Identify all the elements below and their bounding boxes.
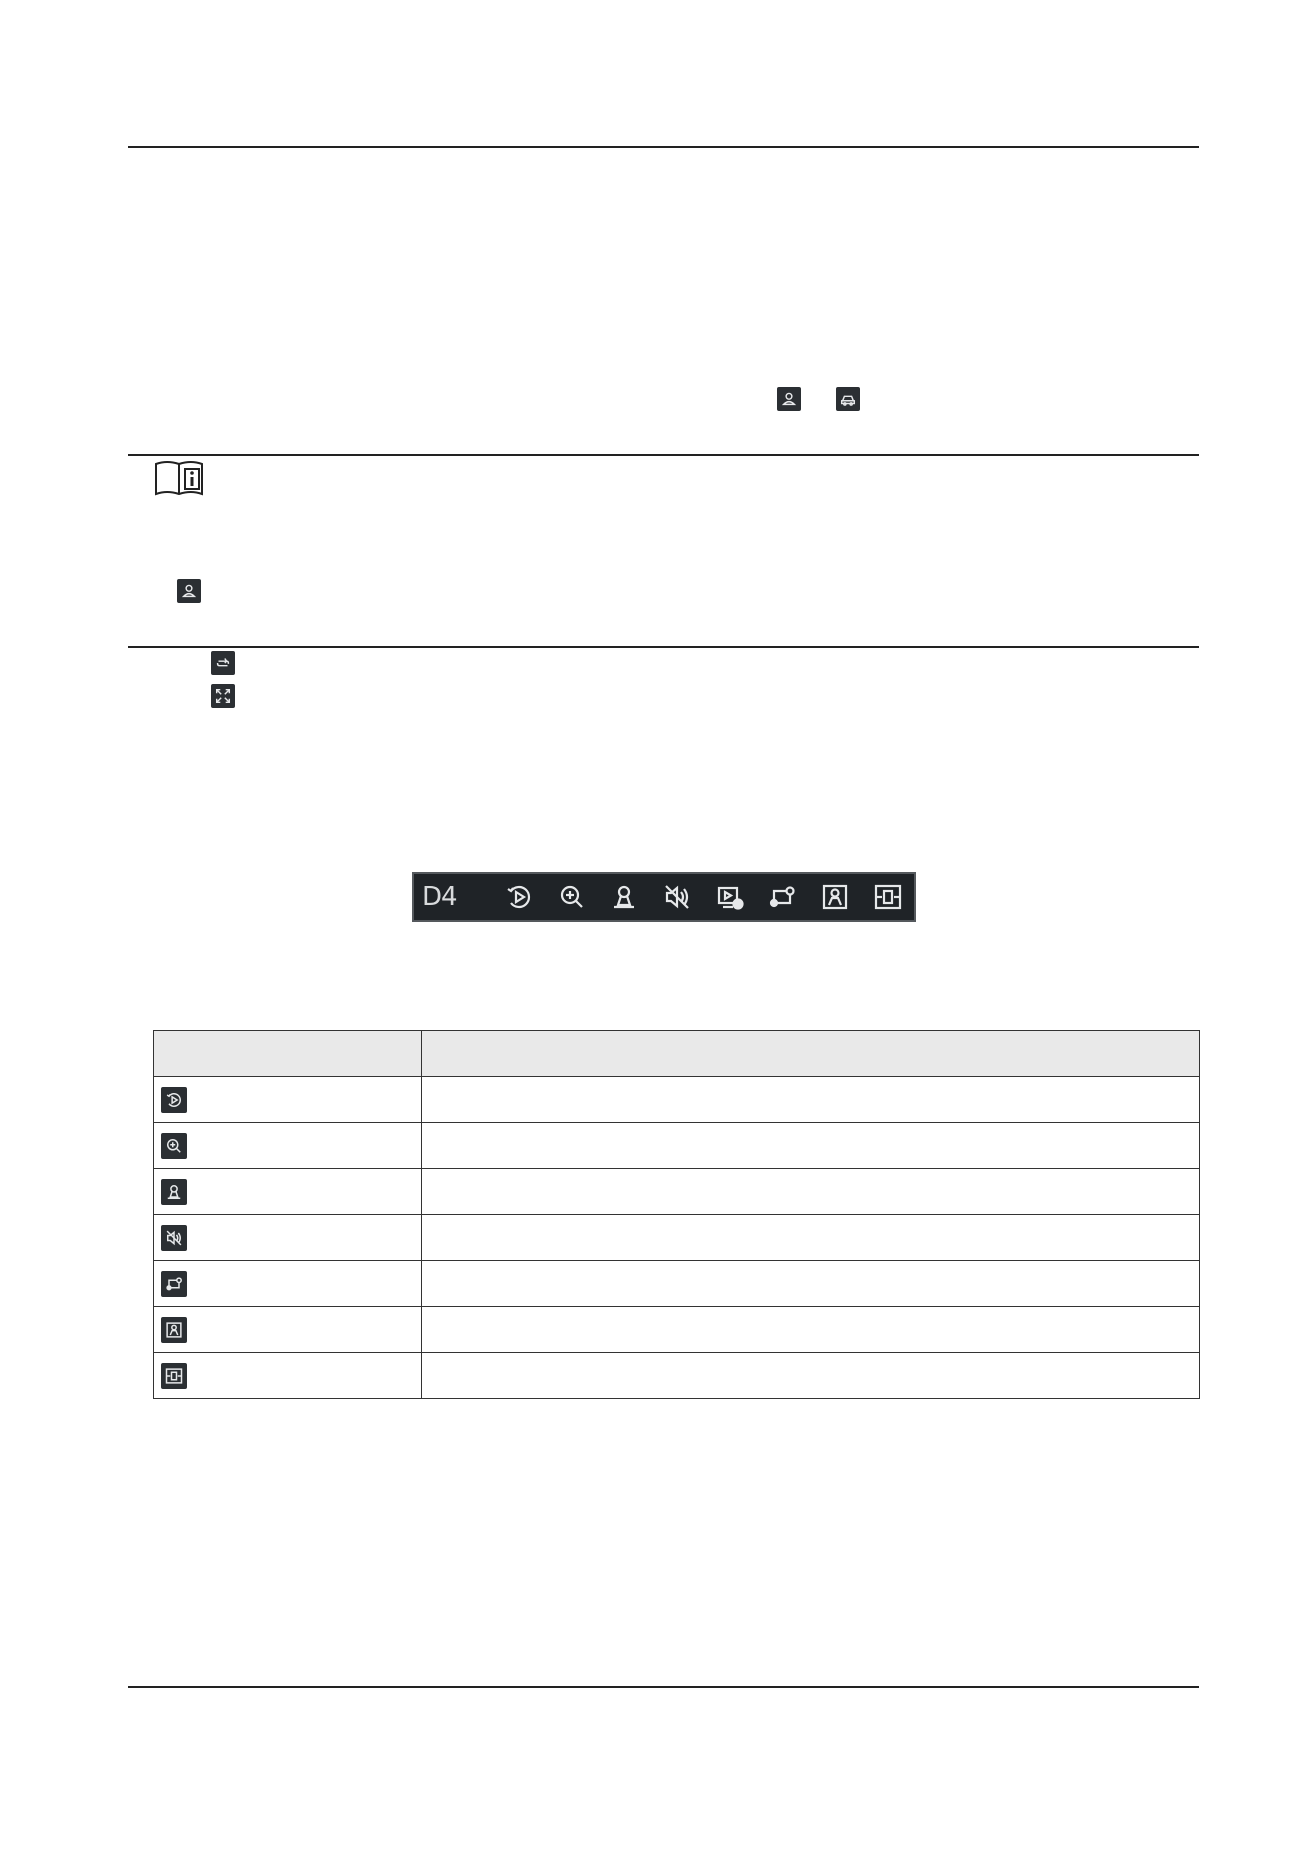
person-target-icon xyxy=(177,579,201,603)
table-row xyxy=(154,1077,1200,1123)
digital-zoom-icon xyxy=(161,1133,187,1159)
table-cell-description xyxy=(422,1077,1200,1123)
header-rule xyxy=(128,146,1199,148)
vehicle-target-icon xyxy=(836,387,860,411)
manual-record-icon xyxy=(714,881,746,913)
footer-rule xyxy=(128,1686,1199,1688)
table-header-description xyxy=(422,1031,1200,1077)
person-target-icon xyxy=(819,881,851,913)
note-book-icon xyxy=(153,460,205,498)
table-cell-description xyxy=(422,1169,1200,1215)
ptz-control-button[interactable] xyxy=(598,874,651,920)
fullscreen-icon xyxy=(211,684,235,708)
table-row xyxy=(154,1215,1200,1261)
table-cell-description xyxy=(422,1261,1200,1307)
switch-stream-icon xyxy=(766,881,798,913)
instant-playback-button[interactable] xyxy=(493,874,546,920)
digital-zoom-button[interactable] xyxy=(545,874,598,920)
audio-muted-icon xyxy=(161,1225,187,1251)
table-row xyxy=(154,1307,1200,1353)
note-bottom-rule xyxy=(128,646,1199,648)
manual-record-button[interactable] xyxy=(703,874,756,920)
live-view-toolbar xyxy=(412,872,916,922)
table-cell-description xyxy=(422,1353,1200,1399)
fisheye-expand-button[interactable] xyxy=(861,874,914,920)
table-row xyxy=(154,1123,1200,1169)
instant-playback-icon xyxy=(503,881,535,913)
table-cell-description xyxy=(422,1215,1200,1261)
table-header-row xyxy=(154,1031,1200,1077)
loop-icon xyxy=(211,651,235,675)
instant-playback-icon xyxy=(161,1087,187,1113)
ptz-control-icon xyxy=(608,881,640,913)
switch-stream-button[interactable] xyxy=(756,874,809,920)
table-row xyxy=(154,1353,1200,1399)
table-cell-description xyxy=(422,1123,1200,1169)
person-target-icon xyxy=(777,387,801,411)
fisheye-expand-icon xyxy=(161,1363,187,1389)
table-row xyxy=(154,1261,1200,1307)
table-row xyxy=(154,1169,1200,1215)
audio-toggle-button[interactable] xyxy=(651,874,704,920)
switch-stream-icon xyxy=(161,1271,187,1297)
person-target-icon xyxy=(161,1317,187,1343)
channel-label: D4 xyxy=(422,882,457,912)
audio-muted-icon xyxy=(661,881,693,913)
icon-description-table xyxy=(153,1030,1200,1399)
table-header-icon xyxy=(154,1031,422,1077)
person-target-button[interactable] xyxy=(809,874,862,920)
fisheye-expand-icon xyxy=(872,881,904,913)
table-cell-description xyxy=(422,1307,1200,1353)
note-top-rule xyxy=(128,454,1199,456)
digital-zoom-icon xyxy=(556,881,588,913)
ptz-control-icon xyxy=(161,1179,187,1205)
